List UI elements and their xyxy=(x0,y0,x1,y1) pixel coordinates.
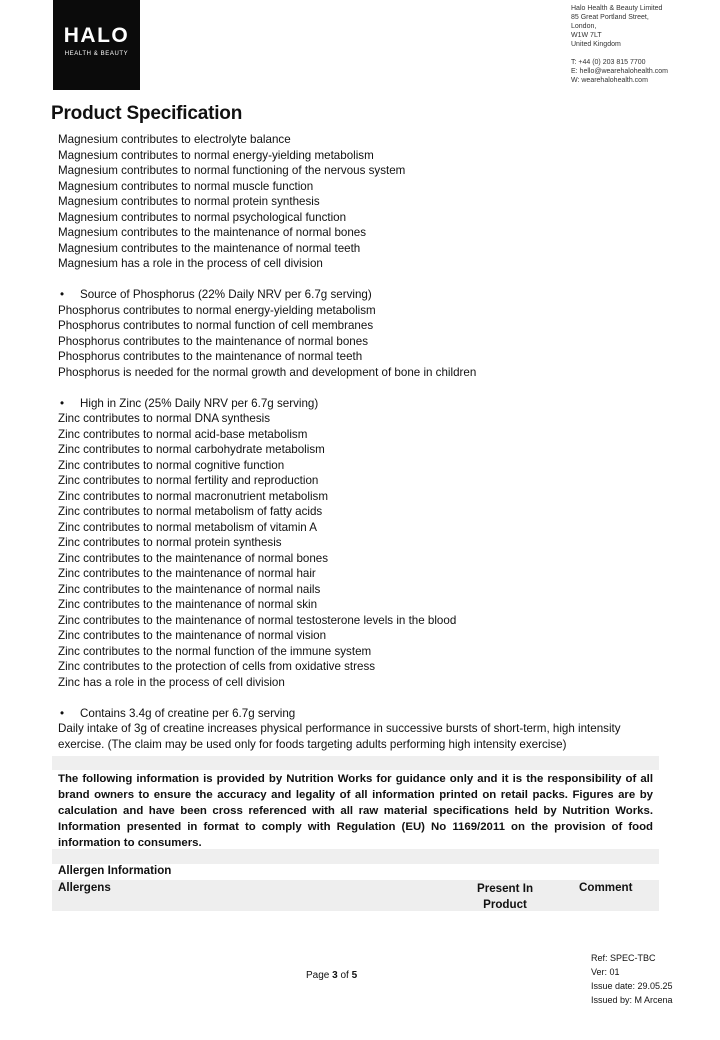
claim-line: Zinc contributes to normal metabolism of fatty acids xyxy=(58,505,323,518)
claim-line: Zinc contributes to the protection of cells from oxidative stress xyxy=(58,660,376,673)
claim-line: Magnesium contributes to electrolyte balance xyxy=(58,133,291,146)
company-logo xyxy=(53,0,140,90)
bullet-text: Contains 3.4g of creatine per 6.7g serving xyxy=(80,706,296,720)
claim-line: Phosphorus contributes to the maintenance of normal bones xyxy=(58,334,369,348)
column-header-present: Present In Product xyxy=(476,882,534,911)
claim-line: Zinc contributes to normal macronutrient metabolism xyxy=(58,489,328,503)
claim-line: Magnesium contributes to normal psychological function xyxy=(58,210,347,224)
claim-line: Zinc has a role in the process of cell division xyxy=(58,675,285,689)
claim-line: Zinc contributes to normal protein synthesis xyxy=(58,536,282,549)
bullet-text: Source of Phosphorus (22% Daily NRV per 6.7g serving) xyxy=(80,288,372,301)
claim-line: Zinc contributes to the maintenance of normal hair xyxy=(58,567,316,580)
company-name: Halo Health & Beauty Limited xyxy=(571,5,663,12)
bullet-dot-icon: • xyxy=(60,396,65,410)
document-reference-block xyxy=(591,951,673,1007)
company-phone: T: +44 (0) 203 815 7700 xyxy=(571,59,646,66)
logo-subtitle: HEALTH & BEAUTY xyxy=(64,51,129,57)
bullet-creatine xyxy=(58,706,658,722)
shaded-band xyxy=(52,849,659,864)
bullet-text: High in Zinc (25% Daily NRV per 6.7g serving) xyxy=(80,396,319,410)
company-website: W: wearehalohealth.com xyxy=(571,77,648,84)
issue-date: Issue date: 29.05.25 xyxy=(591,981,673,991)
claim-line: Zinc contributes to the maintenance of normal vision xyxy=(58,629,327,642)
column-header-allergens: Allergens xyxy=(58,881,111,894)
claim-line: Magnesium contributes to normal energy-yielding metabolism xyxy=(58,148,374,162)
creatine-claim: Daily intake of 3g of creatine increases physical performance in successive bursts of short-term, high intensity exercise. (The claim may be used only for foods targeting adults performing high intensity exercise) xyxy=(58,722,621,751)
page-prefix: Page xyxy=(306,970,333,981)
address-line: London, xyxy=(571,23,597,30)
address-line: United Kingdom xyxy=(571,41,621,48)
claim-line: Zinc contributes to the maintenance of normal skin xyxy=(58,598,318,611)
bullet-dot-icon: • xyxy=(60,288,65,301)
address-line: 85 Great Portland Street, xyxy=(571,14,649,21)
claim-line: Magnesium contributes to normal protein synthesis xyxy=(58,195,320,208)
address-line: W1W 7LT xyxy=(571,32,602,39)
claims-list xyxy=(58,132,658,752)
page-title: Product Specification xyxy=(51,103,243,124)
claim-line: Phosphorus contributes to the maintenance of normal teeth xyxy=(58,350,363,363)
claim-line: Zinc contributes to normal carbohydrate metabolism xyxy=(58,443,325,456)
claim-line: Zinc contributes to the maintenance of normal bones xyxy=(58,551,329,565)
bullet-phosphorus xyxy=(58,287,658,303)
page-total: 5 xyxy=(351,970,358,981)
claim-line: Magnesium contributes to the maintenance of normal teeth xyxy=(58,241,361,255)
ref-code: Ref: SPEC-TBC xyxy=(591,953,656,963)
allergen-table-header xyxy=(52,880,659,911)
claim-line: Phosphorus contributes to normal energy-yielding metabolism xyxy=(58,303,376,317)
claim-line: Zinc contributes to normal acid-base metabolism xyxy=(58,427,308,441)
issued-by: Issued by: M Arcena xyxy=(591,995,673,1005)
bullet-zinc xyxy=(58,396,658,412)
page-number xyxy=(306,970,357,981)
page-separator: of xyxy=(337,970,352,981)
company-address-block xyxy=(571,4,668,85)
claim-line: Magnesium contributes to the maintenance of normal bones xyxy=(58,226,367,239)
version: Ver: 01 xyxy=(591,967,620,977)
guidance-notice: The following information is provided by Nutrition Works for guidance only and it is the responsibility of all brand owners to ensure the accuracy and legality of all information printed on retail packs. Figures are by calculation and have been cross referenced with all raw material specifications held by Nutrition Works. Information presented in format to comply with Regulation (EU) No 1169/2011 on the provision of food information to consumers. xyxy=(58,773,653,849)
claim-line: Zinc contributes to the maintenance of normal nails xyxy=(58,582,321,596)
bullet-dot-icon: • xyxy=(60,706,65,720)
logo-brand: HALO xyxy=(63,24,130,47)
allergen-section-title: Allergen Information xyxy=(58,864,172,877)
claim-line: Zinc contributes to the maintenance of normal testosterone levels in the blood xyxy=(58,613,457,627)
claim-line: Magnesium contributes to normal muscle function xyxy=(58,179,314,193)
claim-line: Zinc contributes to the normal function of the immune system xyxy=(58,644,372,658)
page-current: 3 xyxy=(332,970,338,981)
claim-line: Zinc contributes to normal cognitive function xyxy=(58,458,285,472)
column-header-comment: Comment xyxy=(579,881,633,894)
claim-line: Magnesium contributes to normal functioning of the nervous system xyxy=(58,164,406,177)
claim-line: Zinc contributes to normal DNA synthesis xyxy=(58,412,270,425)
shaded-band xyxy=(52,756,659,770)
claim-line: Phosphorus is needed for the normal growth and development of bone in children xyxy=(58,365,477,379)
claim-line: Zinc contributes to normal metabolism of vitamin A xyxy=(58,520,318,534)
company-email: E: hello@wearehalohealth.com xyxy=(571,68,668,75)
claim-line: Zinc contributes to normal fertility and reproduction xyxy=(58,474,319,487)
claim-line: Magnesium has a role in the process of cell division xyxy=(58,257,323,270)
claim-line: Phosphorus contributes to normal function of cell membranes xyxy=(58,319,374,332)
